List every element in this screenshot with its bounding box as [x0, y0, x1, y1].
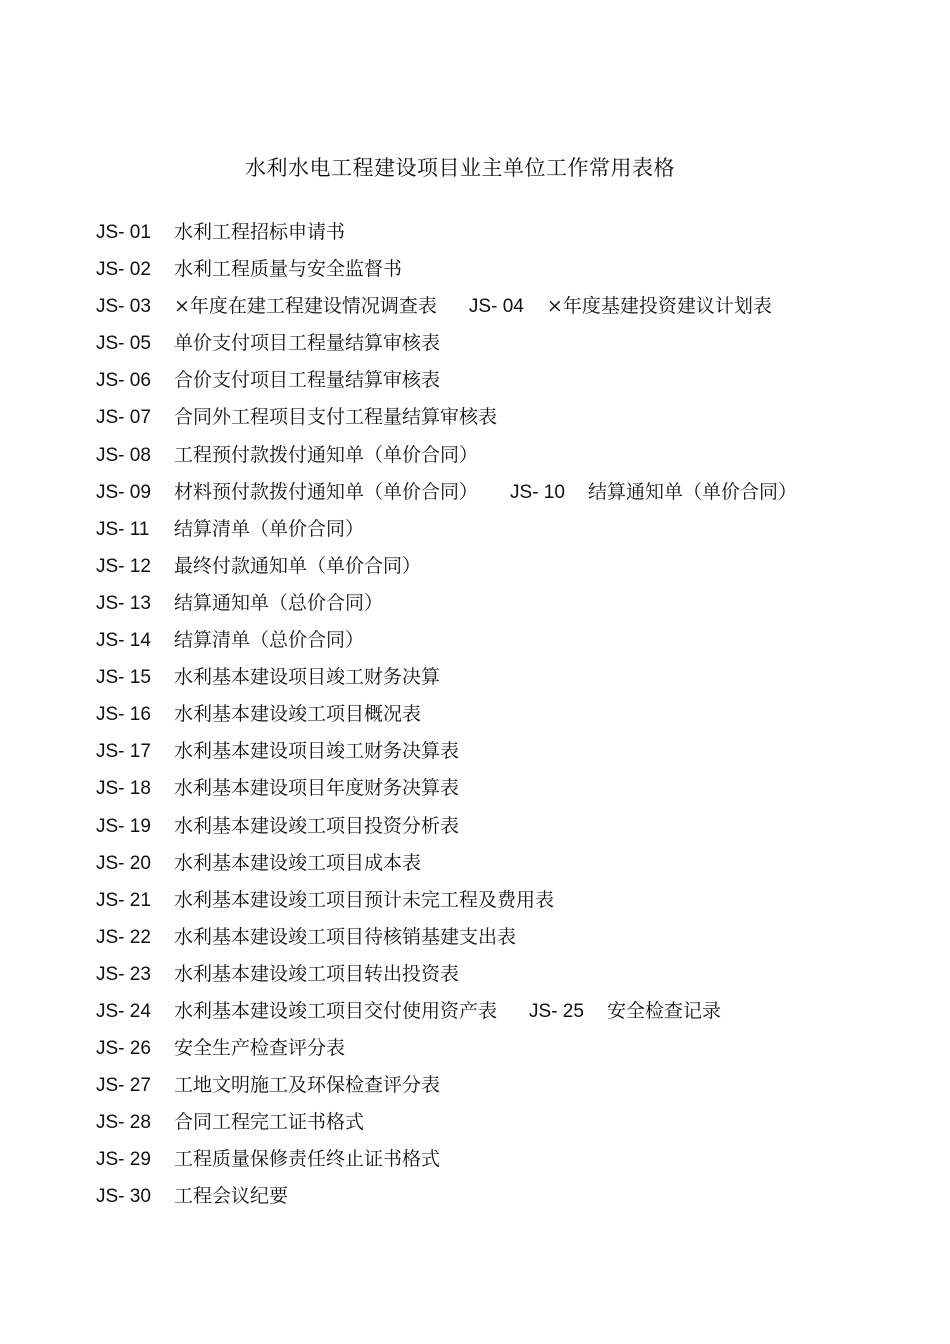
list-item — [96, 1067, 916, 1104]
list-item — [96, 251, 916, 288]
form-name: 水利基本建设竣工项目待核销基建支出表 — [174, 925, 517, 948]
form-entry — [96, 993, 497, 1030]
form-entry — [96, 770, 459, 807]
form-code: JS- 09 — [96, 481, 151, 503]
list-item — [96, 770, 916, 807]
form-code: JS- 16 — [96, 704, 151, 726]
form-name: 水利基本建设项目竣工财务决算表 — [174, 740, 460, 763]
form-name: 工程质量保修责任终止证书格式 — [174, 1148, 441, 1171]
form-entry — [96, 1178, 288, 1215]
form-code: JS- 06 — [96, 370, 151, 392]
form-code: JS- 25 — [529, 1000, 584, 1022]
form-entry — [96, 1067, 440, 1104]
form-name: 材料预付款拨付通知单（单价合同） — [174, 480, 479, 503]
form-entry — [469, 288, 772, 325]
form-code: JS- 29 — [96, 1149, 151, 1171]
form-name: ×年度基建投资建议计划表 — [546, 295, 772, 318]
list-item — [96, 1104, 916, 1141]
list-item — [96, 882, 916, 919]
list-item — [96, 288, 916, 325]
form-name: 水利基本建设竣工项目投资分析表 — [174, 814, 460, 837]
form-name: 合同工程完工证书格式 — [174, 1111, 365, 1134]
form-entry — [96, 845, 421, 882]
form-code: JS- 26 — [96, 1038, 151, 1060]
list-item — [96, 511, 916, 548]
form-code: JS- 24 — [96, 1000, 151, 1022]
form-code: JS- 01 — [96, 222, 151, 243]
form-name: 工地文明施工及环保检查评分表 — [174, 1074, 441, 1097]
form-entry — [96, 548, 421, 585]
list-item — [96, 696, 916, 733]
form-code: JS- 11 — [96, 518, 150, 540]
form-code: JS- 20 — [96, 852, 151, 874]
form-name: 安全检查记录 — [607, 999, 722, 1022]
form-code: JS- 19 — [96, 815, 151, 837]
list-item — [96, 659, 916, 696]
list-item — [96, 585, 916, 622]
form-name: 合价支付项目工程量结算审核表 — [174, 369, 441, 392]
form-entry — [96, 1141, 440, 1178]
form-code: JS- 02 — [96, 259, 151, 281]
form-name: 工程会议纪要 — [174, 1185, 289, 1208]
form-entry — [96, 659, 440, 696]
list-item — [96, 362, 916, 399]
form-entry — [96, 251, 402, 288]
form-entry — [96, 585, 383, 622]
list-item — [96, 214, 916, 251]
form-code: JS- 03 — [96, 296, 151, 318]
form-code: JS- 27 — [96, 1075, 151, 1097]
form-name: 结算通知单（单价合同） — [588, 480, 798, 503]
form-code: JS- 13 — [96, 592, 151, 614]
form-name: 结算清单（总价合同） — [174, 629, 365, 652]
form-name: 水利基本建设竣工项目转出投资表 — [174, 962, 460, 985]
list-item — [96, 474, 916, 511]
form-entry — [96, 808, 459, 845]
form-entry — [96, 214, 345, 251]
form-code: JS- 15 — [96, 667, 151, 689]
form-name: 结算清单（单价合同） — [174, 517, 365, 540]
form-code: JS- 23 — [96, 963, 151, 985]
form-entry — [96, 733, 459, 770]
form-entry — [510, 474, 797, 511]
form-entry — [96, 1030, 345, 1067]
list-item — [96, 733, 916, 770]
form-code: JS- 05 — [96, 333, 151, 355]
form-entry — [96, 511, 364, 548]
form-name: 水利工程招标申请书 — [174, 221, 346, 243]
form-name: 水利基本建设竣工项目成本表 — [174, 851, 422, 874]
form-entry — [96, 437, 478, 474]
form-list — [96, 214, 916, 1216]
form-entry — [96, 399, 497, 436]
form-code: JS- 12 — [96, 555, 151, 577]
form-code: JS- 10 — [510, 481, 565, 503]
form-code: JS- 30 — [96, 1186, 151, 1208]
form-name: 合同外工程项目支付工程量结算审核表 — [174, 406, 498, 429]
form-name: 水利基本建设竣工项目概况表 — [174, 703, 422, 726]
list-item — [96, 1178, 916, 1215]
form-entry — [96, 1104, 364, 1141]
list-item — [96, 325, 916, 362]
form-name: 单价支付项目工程量结算审核表 — [174, 332, 441, 355]
form-entry — [96, 622, 364, 659]
form-entry — [96, 696, 421, 733]
form-entry — [529, 993, 721, 1030]
form-code: JS- 22 — [96, 926, 151, 948]
form-name: 安全生产检查评分表 — [174, 1037, 346, 1060]
form-name: 水利基本建设项目年度财务决算表 — [174, 777, 460, 800]
form-code: JS- 14 — [96, 630, 151, 652]
form-entry — [96, 362, 440, 399]
form-entry — [96, 919, 516, 956]
form-entry — [96, 956, 459, 993]
form-code: JS- 17 — [96, 741, 151, 763]
form-entry — [96, 882, 554, 919]
form-name: 水利基本建设竣工项目预计未完工程及费用表 — [174, 888, 555, 911]
list-item — [96, 1030, 916, 1067]
form-code: JS- 08 — [96, 444, 151, 466]
form-entry — [96, 325, 440, 362]
page-title: 水利水电工程建设项目业主单位工作常用表格 — [245, 156, 675, 180]
list-item — [96, 399, 916, 436]
form-name: 工程预付款拨付通知单（单价合同） — [174, 443, 479, 466]
list-item — [96, 993, 916, 1030]
list-item — [96, 845, 916, 882]
list-item — [96, 919, 916, 956]
form-name: 水利工程质量与安全监督书 — [174, 258, 403, 281]
form-code: JS- 28 — [96, 1112, 151, 1134]
list-item — [96, 437, 916, 474]
list-item — [96, 622, 916, 659]
list-item — [96, 1141, 916, 1178]
form-name: 水利基本建设项目竣工财务决算 — [174, 666, 441, 689]
form-entry — [96, 474, 478, 511]
form-code: JS- 07 — [96, 407, 151, 429]
list-item — [96, 956, 916, 993]
form-name: 最终付款通知单（单价合同） — [174, 554, 422, 577]
form-name: 结算通知单（总价合同） — [174, 591, 384, 614]
form-code: JS- 18 — [96, 778, 151, 800]
form-name: 水利基本建设竣工项目交付使用资产表 — [174, 999, 498, 1022]
form-name: ×年度在建工程建设情况调查表 — [174, 295, 437, 318]
list-item — [96, 808, 916, 845]
form-entry — [96, 288, 437, 325]
form-code: JS- 21 — [96, 889, 151, 911]
form-code: JS- 04 — [468, 296, 524, 318]
list-item — [96, 548, 916, 585]
